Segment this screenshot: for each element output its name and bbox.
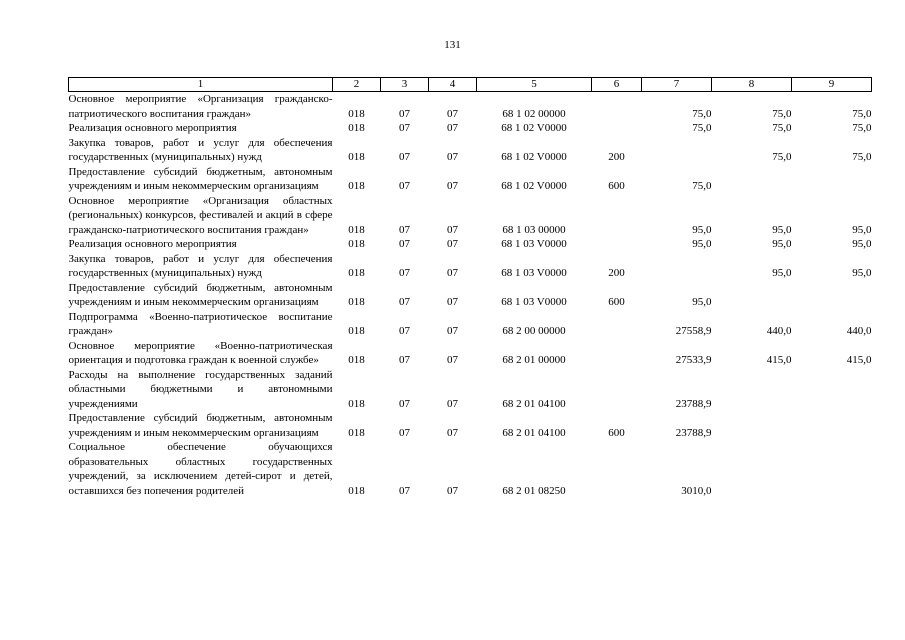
amount-year2 [712,440,792,498]
target-code: 68 1 03 00000 [502,223,566,236]
subsection-code: 07 [447,267,458,279]
ministry-code: 018 [348,325,365,337]
amount-year3: 440,0 [846,325,872,337]
header-col-2: 2 [333,78,381,92]
amount-year3 [792,281,872,310]
header-col-8: 8 [712,78,792,92]
expense-type-code [592,237,642,252]
amount-year2: 95,0 [772,238,792,250]
table-row [69,252,872,281]
amount-year2: 415,0 [766,354,792,366]
header-col-4: 4 [429,78,477,92]
section-code: 07 [399,354,410,366]
amount-year1 [642,136,712,165]
subsection-code: 07 [447,107,458,120]
row-name: Реализация основного мероприятия [68,238,237,250]
ministry-code: 018 [348,122,365,134]
section-code: 07 [399,107,410,120]
target-code: 68 1 03 V0000 [501,296,567,308]
amount-year3: 75,0 [852,107,872,120]
amount-year2 [712,281,792,310]
amount-year3: 95,0 [852,223,872,236]
amount-year3: 75,0 [852,151,872,163]
row-name: Основное мероприятие «Организация гражданско-патриотического воспитания граждан» [68,93,333,120]
row-name: Предоставление субсидий бюджетным, автономным учреждениям и иным некоммерческим организациям [68,165,333,192]
ministry-code: 018 [348,354,365,366]
header-col-9: 9 [792,78,872,92]
table-row [69,92,872,122]
row-name: Закупка товаров, работ и услуг для обеспечения государственных (муниципальных) нужд [68,252,333,279]
section-code: 07 [399,426,410,439]
section-code: 07 [399,267,410,279]
expense-type-code [592,339,642,368]
target-code: 68 2 00 00000 [502,325,566,337]
target-code: 68 2 01 08250 [502,484,566,497]
amount-year3 [792,165,872,194]
row-name: Реализация основного мероприятия [68,122,237,134]
section-code: 07 [399,325,410,337]
table-row [69,411,872,440]
expense-type-code [592,368,642,412]
amount-year3 [792,411,872,440]
amount-year1: 95,0 [692,223,712,236]
target-code: 68 1 02 V0000 [501,180,567,192]
table-row [69,194,872,238]
amount-year1: 23788,9 [675,397,712,410]
ministry-code: 018 [348,238,365,250]
expense-type-code [592,92,642,122]
row-name: Закупка товаров, работ и услуг для обеспечения государственных (муниципальных) нужд [68,136,333,163]
amount-year3 [792,440,872,498]
section-code: 07 [399,238,410,250]
row-name: Предоставление субсидий бюджетным, автономным учреждениям и иным некоммерческим организациям [68,412,333,439]
table-row [69,237,872,252]
subsection-code: 07 [447,238,458,250]
amount-year3: 415,0 [846,354,872,366]
section-code: 07 [399,296,410,308]
amount-year1: 95,0 [692,238,712,250]
section-code: 07 [399,397,410,410]
table-row [69,165,872,194]
header-col-5: 5 [477,78,592,92]
subsection-code: 07 [447,151,458,163]
table-row [69,121,872,136]
ministry-code: 018 [348,397,365,410]
header-col-3: 3 [381,78,429,92]
ministry-code: 018 [348,223,365,236]
expense-type-code: 600 [608,426,625,439]
section-code: 07 [399,484,410,497]
amount-year1: 27533,9 [675,354,712,366]
header-col-7: 7 [642,78,712,92]
amount-year3 [792,368,872,412]
page-number: 131 [444,39,461,51]
expense-type-code: 600 [608,296,625,308]
subsection-code: 07 [447,354,458,366]
table-row [69,281,872,310]
subsection-code: 07 [447,122,458,134]
ministry-code: 018 [348,426,365,439]
amount-year1: 23788,9 [675,426,712,439]
target-code: 68 2 01 04100 [502,397,566,410]
target-code: 68 2 01 04100 [502,426,566,439]
expense-type-code: 200 [608,151,625,163]
target-code: 68 1 02 00000 [502,107,566,120]
amount-year1: 75,0 [692,107,712,120]
section-code: 07 [399,180,410,192]
amount-year2 [712,165,792,194]
amount-year3: 95,0 [852,238,872,250]
subsection-code: 07 [447,296,458,308]
amount-year2 [712,368,792,412]
target-code: 68 1 03 V0000 [501,238,567,250]
ministry-code: 018 [348,180,365,192]
expense-type-code: 200 [608,267,625,279]
expense-type-code [592,440,642,498]
ministry-code: 018 [348,107,365,120]
amount-year3: 95,0 [852,267,872,279]
amount-year2: 75,0 [772,107,792,120]
budget-table [68,77,872,498]
subsection-code: 07 [447,484,458,497]
ministry-code: 018 [348,151,365,163]
header-col-6: 6 [592,78,642,92]
ministry-code: 018 [348,296,365,308]
table-row [69,440,872,498]
target-code: 68 1 02 V0000 [501,151,567,163]
amount-year1: 3010,0 [681,484,712,497]
table-row [69,310,872,339]
target-code: 68 1 02 V0000 [501,122,567,134]
section-code: 07 [399,223,410,236]
row-name: Социальное обеспечение обучающихся образовательных областных государственных учреждений, за исключением детей-сирот и детей, оставшихся без попечения родителей [68,441,333,497]
table-header-row [69,78,872,92]
table-row [69,136,872,165]
row-name: Расходы на выполнение государственных заданий областными бюджетными и автономными учреждениями [68,368,333,410]
section-code: 07 [399,122,410,134]
amount-year1: 75,0 [692,122,712,134]
target-code: 68 2 01 00000 [502,354,566,366]
header-col-1: 1 [69,78,333,92]
row-name: Предоставление субсидий бюджетным, автономным учреждениям и иным некоммерческим организациям [68,281,333,308]
subsection-code: 07 [447,180,458,192]
expense-type-code: 600 [608,180,625,192]
table-row [69,368,872,412]
subsection-code: 07 [447,426,458,439]
ministry-code: 018 [348,484,365,497]
amount-year1 [642,252,712,281]
amount-year2: 75,0 [772,151,792,163]
section-code: 07 [399,151,410,163]
ministry-code: 018 [348,267,365,279]
amount-year2: 95,0 [772,267,792,279]
subsection-code: 07 [447,223,458,236]
amount-year1: 75,0 [692,180,712,192]
subsection-code: 07 [447,397,458,410]
row-name: Основное мероприятие «Организация областных (региональных) конкурсов, фестивалей и акций в сфере гражданско-патриотического воспитания граждан» [68,194,333,236]
expense-type-code [592,121,642,136]
amount-year3: 75,0 [852,122,872,134]
amount-year2: 440,0 [766,325,792,337]
amount-year1: 27558,9 [675,325,712,337]
subsection-code: 07 [447,325,458,337]
amount-year2: 95,0 [772,223,792,236]
amount-year2 [712,411,792,440]
amount-year2: 75,0 [772,122,792,134]
expense-type-code [592,194,642,238]
table-row [69,339,872,368]
amount-year1: 95,0 [692,296,712,308]
row-name: Основное мероприятие «Военно-патриотическая ориентация и подготовка граждан к военной службе» [68,339,333,366]
expense-type-code [592,310,642,339]
row-name: Подпрограмма «Военно-патриотическое воспитание граждан» [68,310,333,337]
target-code: 68 1 03 V0000 [501,267,567,279]
